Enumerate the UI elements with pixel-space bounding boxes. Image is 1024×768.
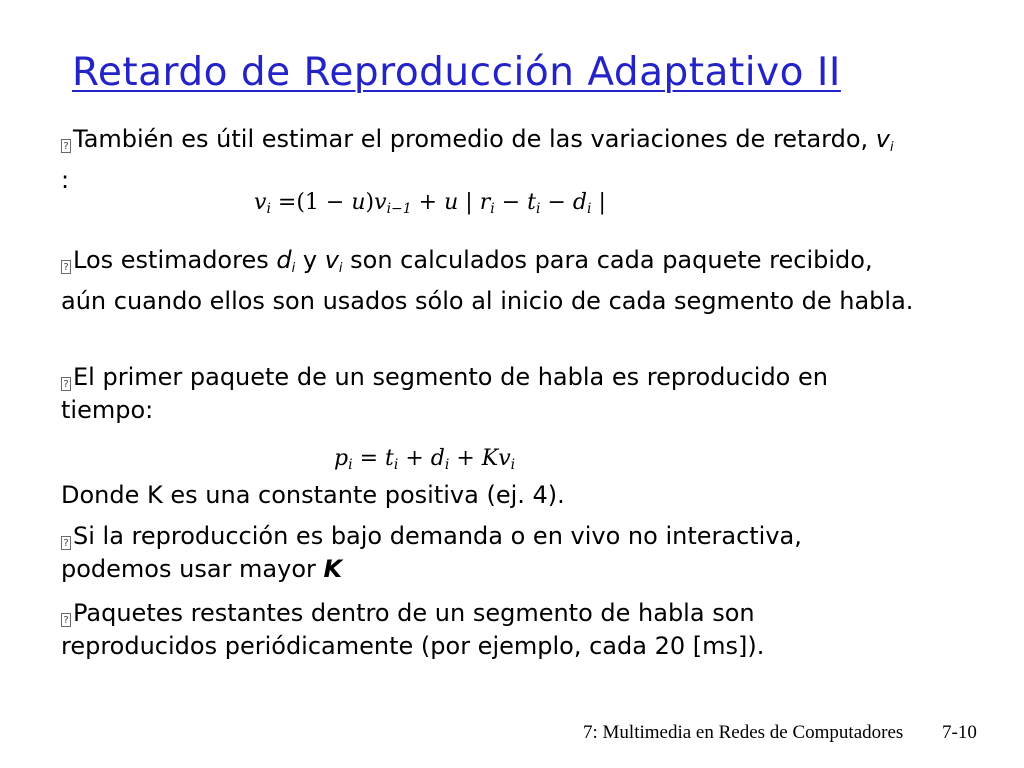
paragraph-constant-k: Donde K es una constante positiva (ej. 4). [61, 481, 565, 509]
bullet-paragraph-remaining-packets: ? Paquetes restantes dentro de un segmento de habla son reproducidos periódicamente (por ejemplo, cada 20 [ms]). [61, 599, 765, 660]
bullet-icon: ? [61, 613, 71, 627]
bullet-paragraph-on-demand: ? Si la reproducción es bajo demanda o en vivo no interactiva, podemos usar mayor K [61, 522, 802, 583]
bullet-paragraph-first-packet: ? El primer paquete de un segmento de habla es reproducido en tiempo: [61, 363, 828, 424]
var-v: v [875, 125, 890, 153]
paragraph-text: También es útil estimar el promedio de las variaciones de retardo, [73, 125, 876, 153]
slide-title: Retardo de Reproducción Adaptativo II [72, 50, 841, 95]
paragraph-tail: : [61, 166, 70, 194]
slide-footer: 7: Multimedia en Redes de Computadores [583, 722, 904, 743]
bullet-icon: ? [61, 260, 71, 274]
equation-playout: $p_i = t_i + d_i + Kv_i$ [334, 446, 516, 473]
bullet-icon: ? [61, 377, 71, 391]
equation-variation: $v_i =(1 - u)v_{i-1} + u$ | $r_i - t_i - d_i$ | [254, 190, 606, 217]
bullet-paragraph-estimators: ? Los estimadores $d_i$ y $v_i$ son calculados para cada paquete recibido, aún cuando ellos son usados sólo al inicio de cada segmento de habla. [61, 246, 914, 315]
var-sub: i [890, 140, 894, 155]
page-number: 7-10 [942, 722, 977, 743]
bullet-icon: ? [61, 139, 71, 153]
paragraph-line: aún cuando ellos son usados sólo al inicio de cada segmento de habla. [61, 287, 914, 315]
bullet-paragraph-variation [61, 123, 991, 197]
bullet-icon: ? [61, 536, 71, 550]
